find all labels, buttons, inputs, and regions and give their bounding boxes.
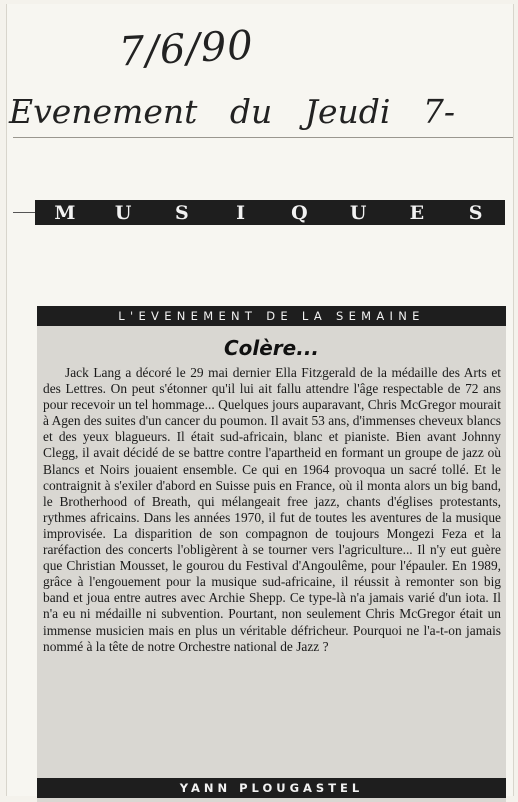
section-letter: I	[236, 201, 246, 224]
section-letter: U	[114, 201, 132, 224]
section-letter: S	[175, 201, 189, 224]
section-letter: S	[468, 201, 483, 224]
handwritten-date: 7/6/90	[117, 22, 255, 76]
divider	[13, 137, 513, 138]
section-letter: U	[349, 201, 367, 224]
article-body: Jack Lang a décoré le 29 mai dernier Ella Fitzgerald de la médaille des Arts et des Lettres. On peut s'étonner qu'il lui ait fallu attendre l'âge respectable de 72 ans pour recevoir un tel hommage... Quelques jours auparavant, Chris McGregor mourait à Agen des suites d'un cancer du poumon. Il avait 53 ans, d'immenses cheveux blancs et des yeux blagueurs. Il était sud-africain, blanc et pianiste. Bien avant Johnny Clegg, il avait décidé de se battre contre l'apartheid en formant un groupe de jazz où Blancs et Noirs jouaient ensemble. Ce qui en 1964 provoqua un sacré tollé. Et le contraignit à s'exiler d'abord en Suisse puis en France, où il monta alors un big band, le Brotherhood of Breath, qui mélangeait free jazz, chants d'églises protestants, rythmes africains. Dans les années 1970, il fut de toutes les aventures de la musique improvisée. La disparition de son compagnon de toujours Mongezi Feza et la raréfaction des concerts l'obligèrent à se tourner vers l'agriculture... Il n'y eut guère que Christian Mousset, le gourou du Festival d'Angoulême, pour l'épauler. En 1989, grâce à l'engouement pour la musique sud-africaine, il réussit à remonter son big band et joua entre autres avec Archie Shepp. Ce type-là n'a jamais varié d'un iota. Il n'a eu ni médaille ni subvention. Pourtant, non seulement Chris McGregor était un immense musicien mais en plus un véritable défricheur. Pourquoi ne l'a-t-on jamais nommé à la tête de notre Orchestre national de Jazz ?	[43, 365, 501, 654]
section-banner	[35, 200, 505, 225]
section-letter: M	[54, 201, 76, 224]
handwritten-source: Evenement du Jeudi 7-	[9, 92, 456, 131]
section-letter: Q	[291, 201, 308, 224]
newspaper-clipping	[6, 4, 514, 796]
article-author: YANN PLOUGASTEL	[37, 778, 506, 798]
article-title: Colère...	[223, 336, 320, 360]
article-kicker: L'EVENEMENT DE LA SEMAINE	[37, 306, 506, 326]
article-box	[37, 306, 506, 802]
section-letter: E	[409, 201, 425, 224]
